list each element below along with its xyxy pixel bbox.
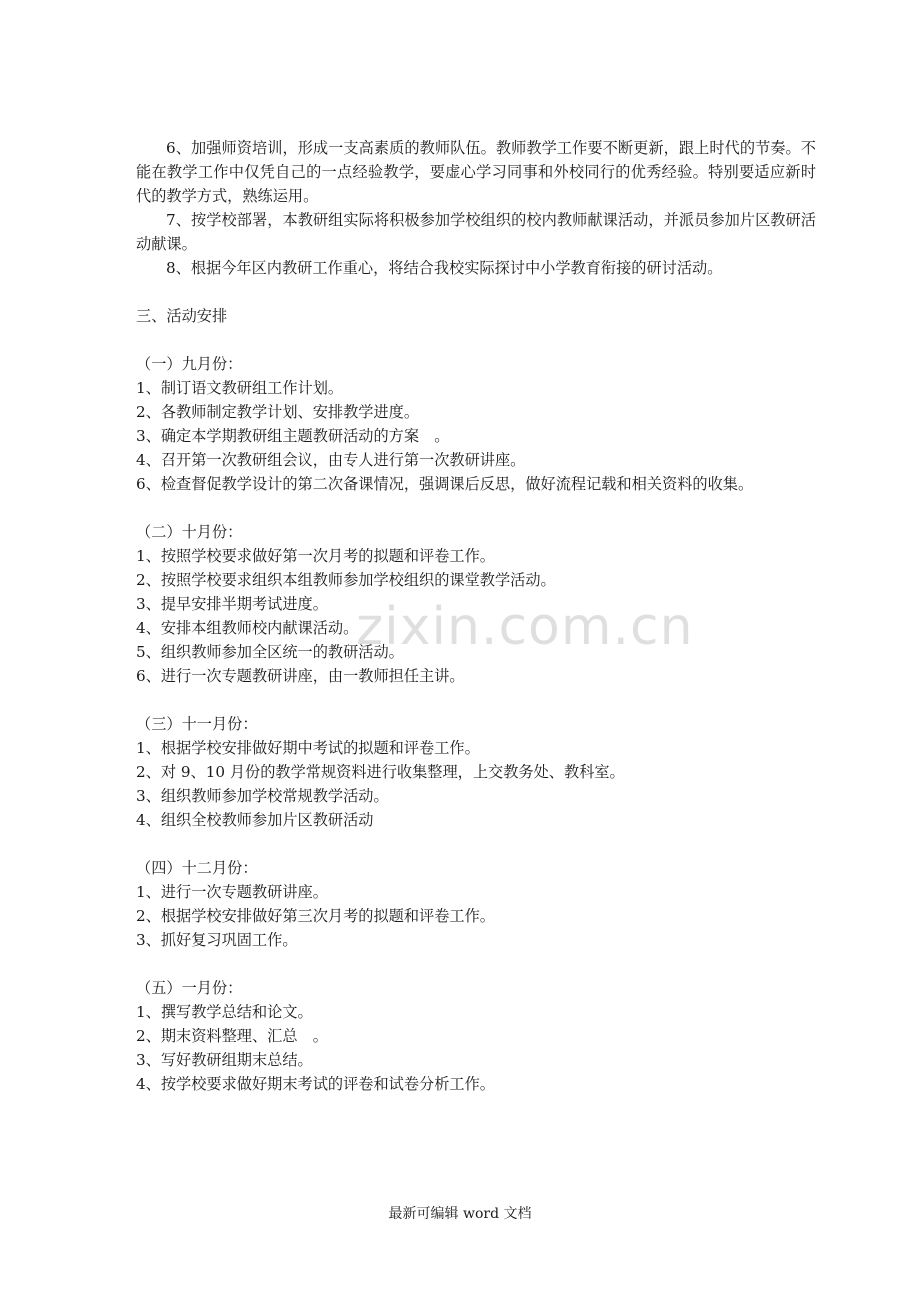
list-item: 4、安排本组教师校内献课活动。 xyxy=(136,619,359,637)
list-item: 2、对 9、10 月份的教学常规资料进行收集整理，上交教务处、教科室。 xyxy=(136,763,625,781)
list-item: 2、根据学校安排做好第三次月考的拟题和评卷工作。 xyxy=(136,907,495,925)
paragraph-8: 8、根据今年区内教研工作重心，将结合我校实际探讨中小学教育衔接的研讨活动。 xyxy=(166,259,723,277)
list-item: 1、制订语文教研组工作计划。 xyxy=(136,379,344,397)
list-item: 3、提早安排半期考试进度。 xyxy=(136,595,328,613)
section-title: 三、活动安排 xyxy=(136,307,228,325)
month-heading-november: （三）十一月份： xyxy=(136,715,258,733)
list-item: 2、期末资料整理、汇总 。 xyxy=(136,1027,328,1045)
list-item: 6、进行一次专题教研讲座，由一教师担任主讲。 xyxy=(136,667,465,685)
page-footer: 最新可编辑 word 文档 xyxy=(388,1206,532,1222)
month-heading-september: （一）九月份： xyxy=(136,355,243,373)
month-heading-december: （四）十二月份： xyxy=(136,859,258,877)
list-item: 6、检查督促教学设计的第二次备课情况，强调课后反思，做好流程记载和相关资料的收集。 xyxy=(136,475,754,493)
list-item: 3、写好教研组期末总结。 xyxy=(136,1051,313,1069)
list-item: 1、进行一次专题教研讲座。 xyxy=(136,883,328,901)
list-item: 1、撰写教学总结和论文。 xyxy=(136,1003,313,1021)
list-item: 4、召开第一次教研组会议，由专人进行第一次教研讲座。 xyxy=(136,451,526,469)
month-heading-january: （五）一月份： xyxy=(136,979,243,997)
list-item: 5、组织教师参加全区统一的教研活动。 xyxy=(136,643,404,661)
list-item: 2、按照学校要求组织本组教师参加学校组织的课堂教学活动。 xyxy=(136,571,556,589)
list-item: 1、根据学校安排做好期中考试的拟题和评卷工作。 xyxy=(136,739,480,757)
list-item: 3、确定本学期教研组主题教研活动的方案 。 xyxy=(136,427,450,445)
watermark-text: zixin.com.cn xyxy=(356,597,694,657)
list-item: 2、各教师制定教学计划、安排教学进度。 xyxy=(136,403,420,421)
paragraph-6: 6、加强师资培训，形成一支高素质的教师队伍。教师教学工作要不断更新，跟上时代的节奏。不能在教学工作中仅凭自己的一点经验教学，要虚心学习同事和外校同行的优秀经验。特别要适应新时代的教学方式，熟练运用。 xyxy=(136,139,816,205)
paragraph-7: 7、按学校部署，本教研组实际将积极参加学校组织的校内教师献课活动，并派员参加片区教研活动献课。 xyxy=(136,211,816,253)
list-item: 4、按学校要求做好期末考试的评卷和试卷分析工作。 xyxy=(136,1075,495,1093)
list-item: 4、组织全校教师参加片区教研活动 xyxy=(136,811,374,829)
list-item: 1、按照学校要求做好第一次月考的拟题和评卷工作。 xyxy=(136,547,495,565)
list-item: 3、组织教师参加学校常规教学活动。 xyxy=(136,787,389,805)
month-heading-october: （二）十月份： xyxy=(136,523,243,541)
list-item: 3、抓好复习巩固工作。 xyxy=(136,931,298,949)
